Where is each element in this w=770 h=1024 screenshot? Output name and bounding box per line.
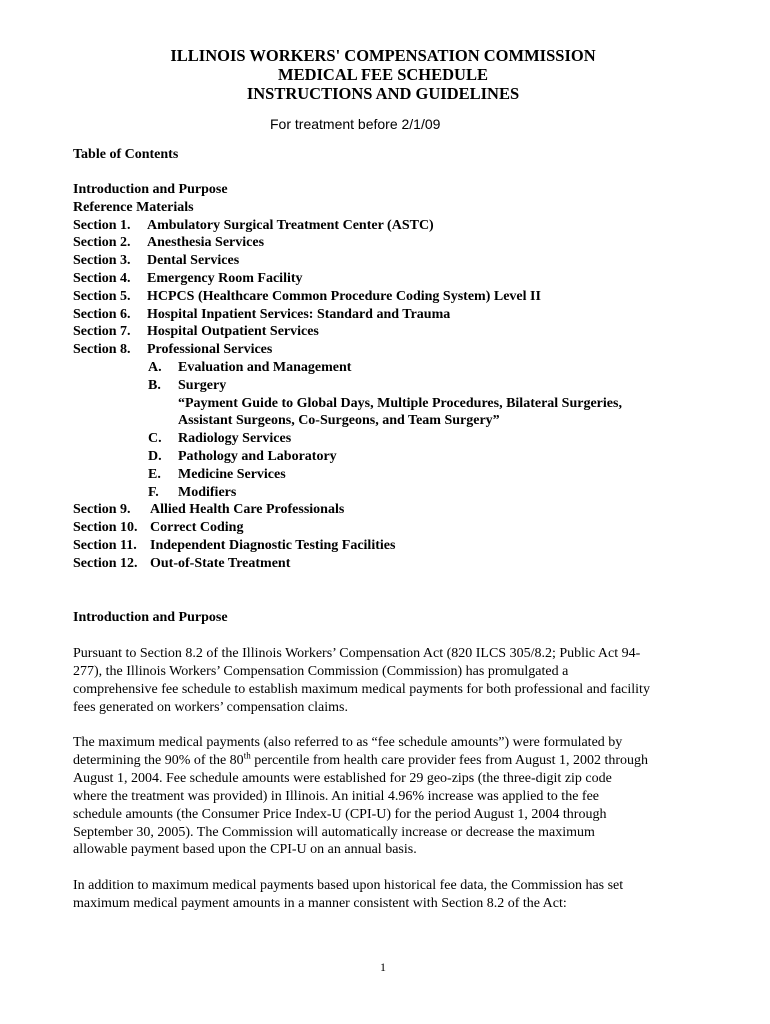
paragraph-line: Pursuant to Section 8.2 of the Illinois Workers’ Compensation Act (820 ILCS 305/8.2; Public Act 94- <box>73 646 641 661</box>
toc-subsection-label: Surgery <box>178 377 227 393</box>
paragraph-line: The maximum medical payments (also referred to as “fee schedule amounts”) were formulated by <box>73 735 623 750</box>
toc-item-label: Reference Materials <box>73 199 194 215</box>
paragraph-line: August 1, 2004. Fee schedule amounts were established for 29 geo-zips (the three-digit zip code <box>73 770 612 786</box>
table-of-contents <box>73 181 713 573</box>
toc-section-2 <box>73 234 713 252</box>
paragraph-line: comprehensive fee schedule to establish maximum medical payments for both professional and facility <box>73 681 650 697</box>
document-title <box>0 46 770 103</box>
toc-section-number: Section 12. <box>73 555 138 571</box>
toc-section-label: Ambulatory Surgical Treatment Center (ASTC) <box>147 217 434 233</box>
toc-subsection-e <box>73 466 713 484</box>
toc-section-label: Anesthesia Services <box>147 235 265 251</box>
paragraph-line: where the treatment was provided) in Illinois. An initial 4.96% increase was applied to the fee <box>73 788 600 804</box>
toc-section-label: Out-of-State Treatment <box>150 555 291 571</box>
toc-item-intro <box>73 181 713 199</box>
toc-section-label: Allied Health Care Professionals <box>150 502 345 518</box>
title-line-1: ILLINOIS WORKERS' COMPENSATION COMMISSION <box>170 46 596 65</box>
toc-section-label: Correct Coding <box>150 520 244 536</box>
toc-subsection-label: Modifiers <box>178 484 237 500</box>
paragraph-line: September 30, 2005). The Commission will automatically increase or decrease the maximum <box>73 824 595 840</box>
toc-section-number: Section 3. <box>73 253 131 269</box>
toc-section-number: Section 2. <box>73 235 131 251</box>
toc-section-6 <box>73 306 713 324</box>
paragraph-line: fees generated on workers’ compensation claims. <box>73 699 348 715</box>
toc-section-7 <box>73 323 713 341</box>
toc-section-number: Section 4. <box>73 270 131 286</box>
toc-section-number: Section 5. <box>73 288 131 304</box>
toc-section-number: Section 6. <box>73 306 131 322</box>
toc-section-number: Section 7. <box>73 324 131 340</box>
toc-section-number: Section 10. <box>73 520 138 536</box>
toc-surgery-guide-line-2 <box>73 412 713 430</box>
document-subtitle: For treatment before 2/1/09 <box>270 116 441 132</box>
section-heading-intro: Introduction and Purpose <box>73 610 228 625</box>
toc-section-8 <box>73 341 713 359</box>
toc-subsection-letter: F. <box>148 484 159 500</box>
toc-section-label: Hospital Inpatient Services: Standard and Trauma <box>147 306 451 322</box>
paragraph-line <box>73 752 703 770</box>
paragraph-3 <box>73 877 703 913</box>
title-line-2: MEDICAL FEE SCHEDULE <box>278 65 488 84</box>
toc-section-label: HCPCS (Healthcare Common Procedure Coding System) Level II <box>147 288 541 304</box>
toc-subsection-letter: A. <box>148 359 162 375</box>
toc-subsection-label: “Payment Guide to Global Days, Multiple Procedures, Bilateral Surgeries, <box>178 395 622 411</box>
paragraph-1 <box>73 645 703 717</box>
toc-section-10 <box>73 519 713 537</box>
toc-section-number: Section 9. <box>73 502 131 518</box>
toc-item-label: Introduction and Purpose <box>73 182 228 197</box>
toc-subsection-letter: C. <box>148 431 162 447</box>
toc-section-label: Professional Services <box>147 342 273 358</box>
toc-section-number: Section 1. <box>73 217 131 233</box>
toc-item-reference <box>73 199 713 217</box>
toc-subsection-letter: B. <box>148 377 161 393</box>
toc-subsection-label: Radiology Services <box>178 431 292 447</box>
toc-section-9 <box>73 501 713 519</box>
paragraph-line: schedule amounts (the Consumer Price Index-U (CPI-U) for the period August 1, 2004 through <box>73 806 607 822</box>
paragraph-line: 277), the Illinois Workers’ Compensation Commission (Commission) has promulgated a <box>73 663 569 679</box>
toc-section-number: Section 8. <box>73 342 131 358</box>
page-number: 1 <box>380 960 386 974</box>
superscript: th <box>243 750 251 761</box>
toc-heading: Table of Contents <box>73 147 179 162</box>
toc-subsection-label: Pathology and Laboratory <box>178 448 337 464</box>
toc-subsection-label: Assistant Surgeons, Co-Surgeons, and Team Surgery” <box>178 413 500 429</box>
toc-section-5 <box>73 288 713 306</box>
toc-subsection-d <box>73 448 713 466</box>
toc-subsection-b <box>73 377 713 395</box>
toc-surgery-guide-line-1 <box>73 395 713 413</box>
toc-section-11 <box>73 537 713 555</box>
toc-section-label: Hospital Outpatient Services <box>147 324 319 340</box>
toc-section-label: Independent Diagnostic Testing Facilities <box>150 537 396 553</box>
toc-section-label: Emergency Room Facility <box>147 270 303 286</box>
toc-section-4 <box>73 270 713 288</box>
toc-subsection-c <box>73 430 713 448</box>
toc-section-number: Section 11. <box>73 537 137 553</box>
text-fragment: percentile from health care provider fees from August 1, 2002 through <box>250 752 649 768</box>
toc-section-12 <box>73 555 713 573</box>
toc-subsection-label: Evaluation and Management <box>178 359 352 375</box>
paragraph-line: maximum medical payment amounts in a manner consistent with Section 8.2 of the Act: <box>73 895 567 911</box>
paragraph-2 <box>73 734 703 859</box>
toc-subsection-a <box>73 359 713 377</box>
paragraph-line: In addition to maximum medical payments based upon historical fee data, the Commission has set <box>73 878 624 893</box>
toc-subsection-f <box>73 484 713 502</box>
title-line-3: INSTRUCTIONS AND GUIDELINES <box>246 84 520 103</box>
toc-section-label: Dental Services <box>147 253 240 269</box>
toc-subsection-letter: E. <box>148 466 161 482</box>
toc-section-3 <box>73 252 713 270</box>
text-fragment: determining the 90% of the 80 <box>73 752 244 768</box>
toc-subsection-letter: D. <box>148 448 162 464</box>
toc-section-1 <box>73 217 713 235</box>
paragraph-line: allowable payment based upon the CPI-U on an annual basis. <box>73 842 417 858</box>
toc-subsection-label: Medicine Services <box>178 466 286 482</box>
